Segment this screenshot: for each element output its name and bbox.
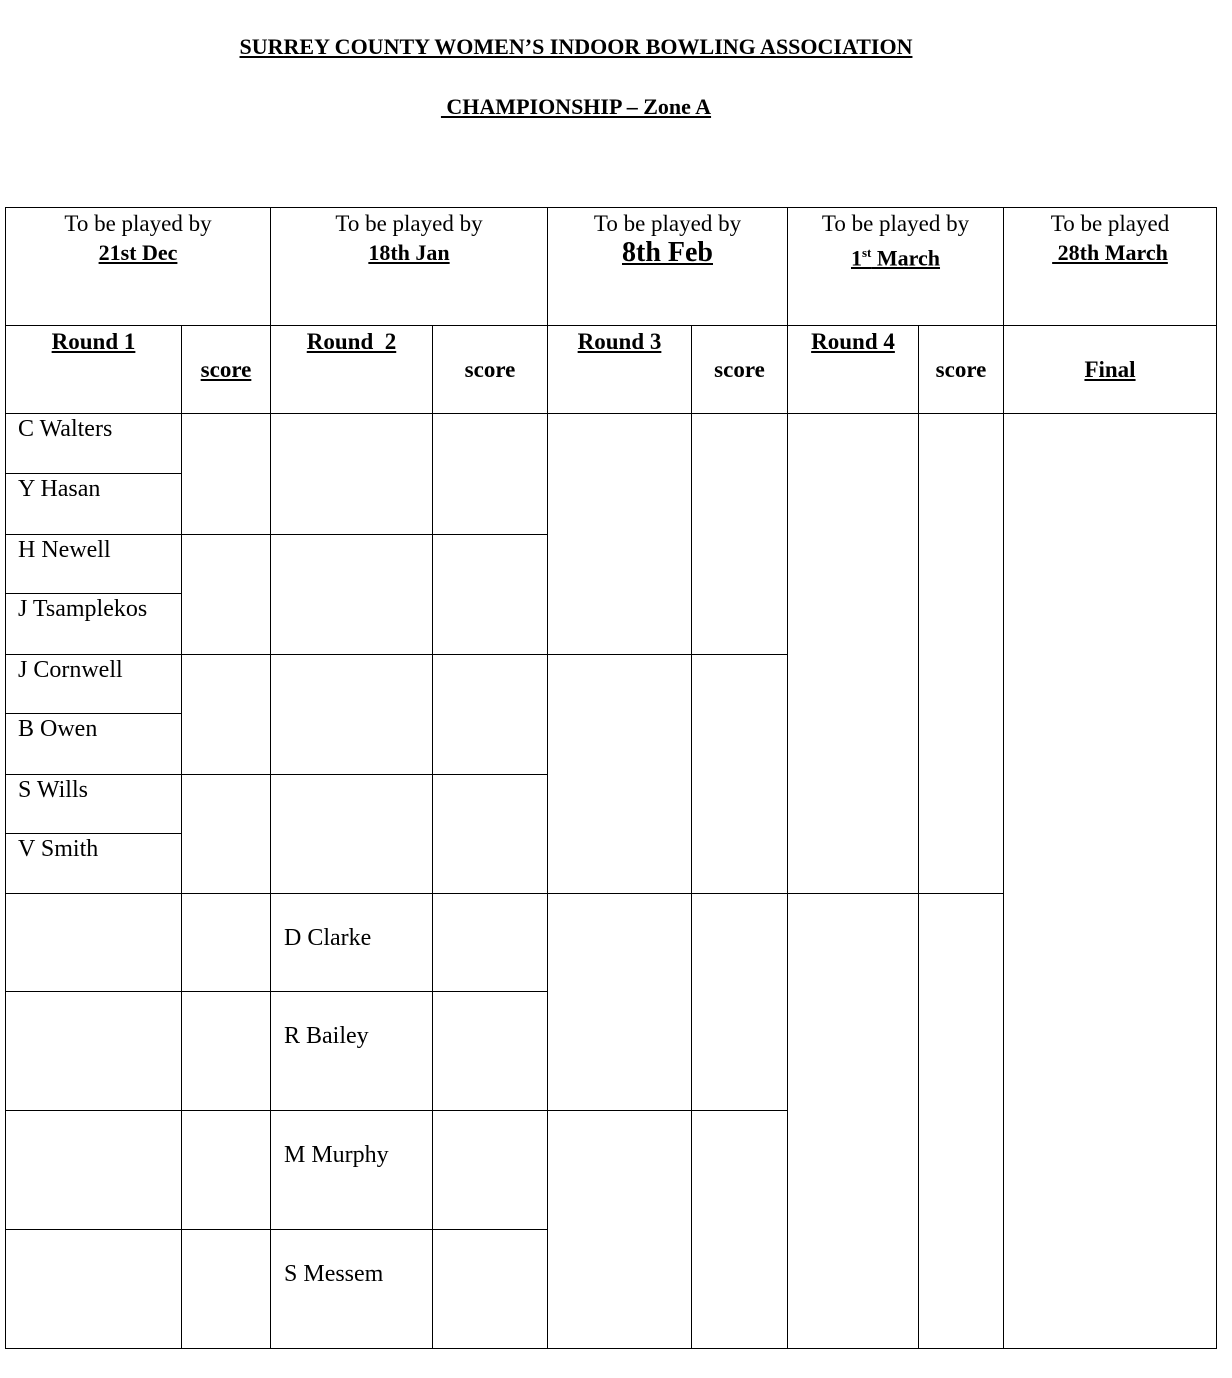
- round2-player: R Bailey: [284, 1023, 369, 1049]
- round1-player: H Newell: [18, 537, 111, 563]
- round3-score-heading: score: [714, 357, 765, 382]
- schedule-date: 28th March: [1052, 240, 1168, 265]
- schedule-round4: [788, 209, 1003, 272]
- schedule-prefix: To be played by: [593, 211, 742, 236]
- schedule-prefix: To be played: [1050, 211, 1170, 236]
- document-title: SURREY COUNTY WOMEN’S INDOOR BOWLING ASSOCIATION: [239, 34, 913, 59]
- round1-heading: Round 1: [51, 329, 136, 354]
- round1-score-heading: score: [200, 357, 252, 382]
- schedule-date: 8th Feb: [622, 237, 713, 268]
- schedule-prefix: To be played by: [64, 211, 212, 236]
- round2-heading: Round 2: [306, 329, 397, 354]
- schedule-date: [788, 238, 1003, 272]
- round2-player: M Murphy: [284, 1142, 389, 1168]
- round4-heading: Round 4: [811, 329, 895, 354]
- schedule-prefix: To be played by: [335, 211, 483, 236]
- round2-player: S Messem: [284, 1261, 384, 1287]
- schedule-prefix: To be played by: [821, 211, 970, 236]
- schedule-date: 18th Jan: [368, 240, 450, 265]
- round1-player: V Smith: [18, 836, 99, 862]
- round2-score-heading: score: [464, 357, 516, 382]
- round1-player: B Owen: [18, 716, 98, 742]
- round2-player: D Clarke: [284, 925, 372, 951]
- schedule-date: 21st Dec: [98, 240, 178, 265]
- round1-player: S Wills: [18, 777, 88, 803]
- round1-player: C Walters: [18, 416, 113, 442]
- round3-heading: Round 3: [577, 329, 662, 354]
- schedule-date-month: March: [871, 245, 941, 271]
- schedule-round3: [548, 209, 787, 267]
- round1-player: J Tsamplekos: [18, 596, 148, 622]
- final-heading: Final: [1084, 357, 1136, 382]
- round4-score-heading: score: [935, 357, 987, 382]
- schedule-date-suffix: st: [861, 245, 872, 260]
- schedule-date-number: 1: [850, 245, 862, 271]
- document-subtitle: CHAMPIONSHIP – Zone A: [440, 94, 712, 119]
- schedule-final: [1004, 209, 1216, 267]
- round1-player: Y Hasan: [18, 476, 101, 502]
- schedule-round2: [271, 209, 547, 267]
- round1-player: J Cornwell: [18, 657, 123, 683]
- schedule-round1: [6, 209, 270, 267]
